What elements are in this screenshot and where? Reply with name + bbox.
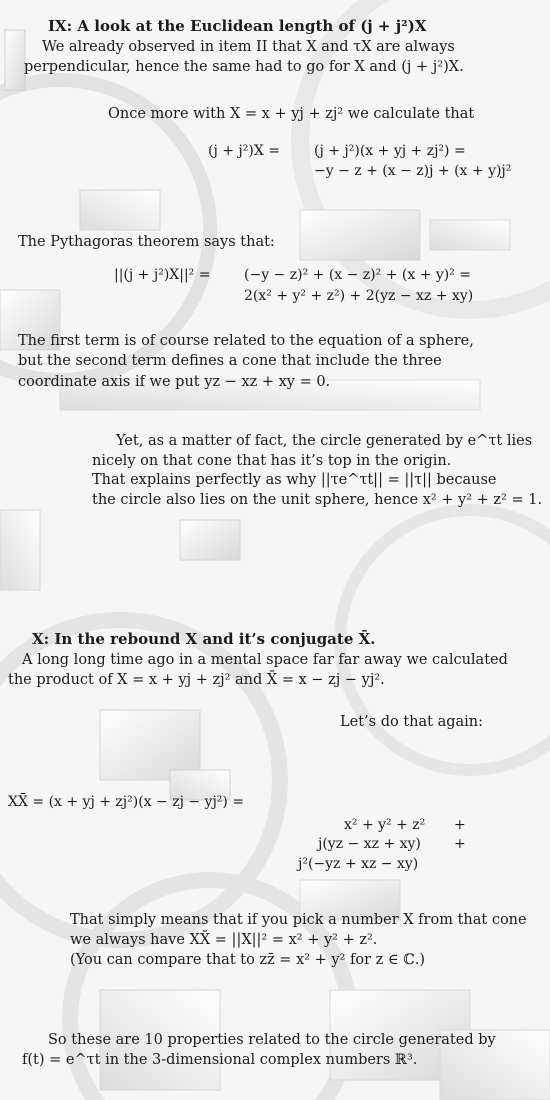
eq1-lhs: (j + j²)X = [208,143,280,159]
eq2-rhs2: 2(x² + y² + z²) + 2(yz − xz + xy) [244,288,474,304]
section10-heading: X: In the rebound X and it’s conjugate X̄. [32,630,376,648]
eq3-plus2: + [454,836,466,852]
section9-p1-line2: perpendicular, hence the same had to go for X and (j + j²)X. [24,59,464,75]
section9-p4-line2: but the second term defines a cone that include the three [18,353,442,369]
section10-p1-line1: A long long time ago in a mental space far far away we calculated [22,652,508,668]
section9-p5-line2: nicely on that cone that has it’s top in the origin. [92,453,452,469]
section9-p5-line4: the circle also lies on the unit sphere, hence x² + y² + z² = 1. [92,492,543,508]
section9-p2: Once more with X = x + yj + zj² we calculate that [108,106,475,122]
eq3-plus1: + [454,817,466,833]
section9-p3: The Pythagoras theorem says that: [18,234,275,250]
section9-p5-line1: Yet, as a matter of fact, the circle generated by e^τt lies [116,433,533,449]
section10-p4-line1: So these are 10 properties related to the circle generated by [48,1032,496,1048]
section10-p2: Let’s do that again: [340,714,483,730]
section10-p3-line1: That simply means that if you pick a number X from that cone [70,912,527,928]
eq3-lhs: XX̄ = (x + yj + zj²)(x − zj − yj²) = [8,794,245,810]
section9-p5-line3: That explains perfectly as why ||τe^τt|| = ||τ|| because [92,472,497,488]
section10-p3-line2: we always have XX̄ = ||X||² = x² + y² + z². [70,932,378,948]
section9-p1-line1: We already observed in item II that X and τX are always [42,39,455,55]
section10-p1-line2: the product of X = x + yj + zj² and X̄ = x − zj − yj². [8,672,385,688]
eq1-rhs1: (j + j²)(x + yj + zj²) = [314,143,466,159]
section10-p3-line3: (You can compare that to zz̄ = x² + y² for z ∈ ℂ.) [70,952,426,968]
eq1-rhs2: −y − z + (x − z)j + (x + y)j² [314,163,512,179]
eq2-rhs1: (−y − z)² + (x − z)² + (x + y)² = [244,267,472,283]
eq3-row2: j(yz − xz + xy) [318,836,421,852]
section10-p4-line2: f(t) = e^τt in the 3-dimensional complex numbers ℝ³. [22,1052,418,1068]
eq3-row3: j²(−yz + xz − xy) [298,856,419,872]
section9-p4-line1: The first term is of course related to the equation of a sphere, [18,333,474,349]
section9-p4-line3: coordinate axis if we put yz − xz + xy = 0. [18,374,331,390]
section9-heading: IX: A look at the Euclidean length of (j + j²)X [48,17,427,35]
eq3-row1: x² + y² + z² [344,817,426,833]
eq2-lhs: ||(j + j²)X||² = [114,267,211,283]
